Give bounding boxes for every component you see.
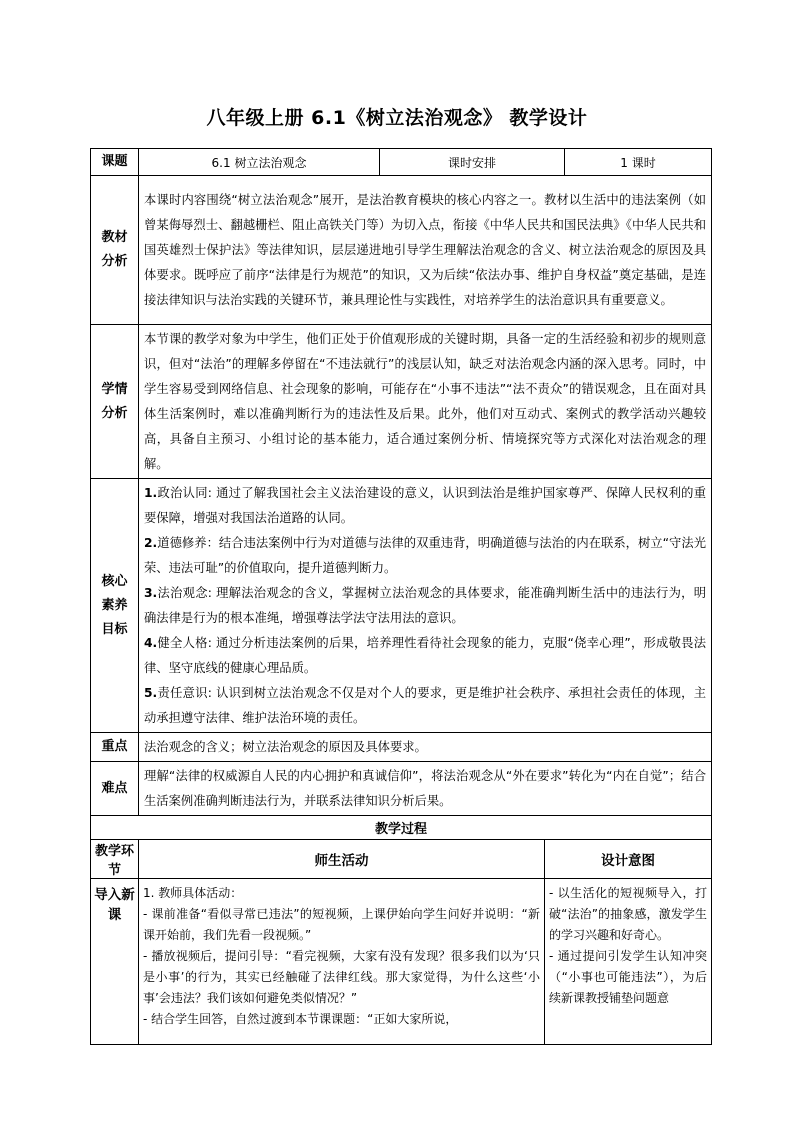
textbook-label-2: 分析	[101, 254, 128, 269]
goal-item: 1.政治认同: 通过了解我国社会主义法治建设的意义，认识到法治是维护国家尊严、保障人民权利的重要保障，增强对我国法治道路的认同。	[144, 486, 707, 525]
students-label-1: 学情	[101, 381, 128, 397]
info-row	[91, 149, 712, 176]
topic-label: 课题	[91, 149, 139, 176]
literacy-label-1: 核心	[101, 573, 128, 589]
stage-cell: 导入新课	[91, 879, 139, 1045]
activity-header: 师生活动	[139, 840, 545, 879]
key-point-row	[91, 733, 712, 762]
process-section-row	[91, 816, 712, 840]
intent-line: - 通过提问引发学生认知冲突（“小事也可能违法”），为后续新课教授铺垫问题意	[549, 949, 708, 1005]
textbook-row	[91, 176, 712, 325]
intent-cell	[545, 879, 712, 1045]
difficulty-row	[91, 762, 712, 816]
difficulty-label: 难点	[91, 762, 139, 816]
textbook-label-1: 教材	[101, 230, 128, 245]
page-title: 八年级上册 6.1《树立法治观念》 教学设计	[206, 107, 588, 129]
process-row-intro	[91, 879, 712, 1045]
activity-line: - 课前准备“看似寻常已违法”的短视频，上课伊始向学生问好并说明：“新课开始前，我们先看一段视频。”	[143, 907, 540, 942]
key-point-text: 法治观念的含义；树立法治观念的原因及具体要求。	[139, 733, 712, 762]
goal-item: 5.责任意识: 认识到树立法治观念不仅是对个人的要求，更是维护社会秩序、承担社会责任的体现，主动承担遵守法律、维护法治环境的责任。	[144, 686, 707, 725]
literacy-goals	[139, 479, 712, 733]
key-point-label: 重点	[91, 733, 139, 762]
stage-header: 教学环节	[91, 840, 139, 879]
goal-item: 4.健全人格: 通过分析违法案例的后果，培养理性看待社会现象的能力，克服“侥幸心理”，形成敬畏法律、坚守底线的健康心理品质。	[144, 636, 707, 675]
literacy-label-3: 目标	[101, 621, 128, 637]
literacy-label-2: 素养	[101, 597, 128, 613]
students-label-2: 分析	[101, 405, 128, 421]
schedule-value: 1 课时	[565, 149, 712, 176]
difficulty-text: 理解“法律的权威源自人民的内心拥护和真诚信仰”，将法治观念从“外在要求”转化为“内在自觉”；结合生活案例准确判断违法行为，并联系法律知识分析后果。	[139, 762, 712, 816]
textbook-text: 本课时内容围绕“树立法治观念”展开，是法治教育模块的核心内容之一。教材以生活中的违法案例（如曾某侮辱烈士、翻越栅栏、阻止高铁关门等）为切入点，衔接《中华人民共和国民法典》《中华人民共和国英雄烈士保护法》等法律知识，层层递进地引导学生理解法治观念的含义、树立法治观念的原因及具体要求。既呼应了前序“法律是行为规范”的知识，又为后续“依法办事、维护自身权益”奠定基础，是连接法律知识与法治实践的关键环节，兼具理论性与实践性，对培养学生的法治意识具有重要意义。	[139, 176, 712, 325]
students-row	[91, 325, 712, 479]
intent-line: - 以生活化的短视频导入，打破“法治”的抽象感，激发学生的学习兴趣和好奇心。	[549, 886, 708, 942]
activity-line: - 播放视频后，提问引导：“看完视频，大家有没有发现？很多我们以为‘只是小事’的行为，其实已经触碰了法律红线。那大家觉得，为什么这些‘小事’会违法？我们该如何避免类似情况？”	[143, 949, 540, 1005]
literacy-row	[91, 479, 712, 733]
lesson-plan-table	[90, 148, 712, 1045]
intent-header: 设计意图	[545, 840, 712, 879]
students-text: 本节课的教学对象为中学生，他们正处于价值观形成的关键时期，具备一定的生活经验和初步的规则意识，但对“法治”的理解多停留在“不违法就行”的浅层认知，缺乏对法治观念内涵的深入思考。同时，中学生容易受到网络信息、社会现象的影响，可能存在“小事不违法”“法不责众”的错误观念，且在面对具体生活案例时，难以准确判断行为的违法性及后果。此外，他们对互动式、案例式的教学活动兴趣较高，具备自主预习、小组讨论的基本能力，适合通过案例分析、情境探究等方式深化对法治观念的理解。	[139, 325, 712, 479]
process-section-title: 教学过程	[91, 816, 712, 840]
literacy-label	[91, 479, 139, 733]
goal-item: 3.法治观念: 理解法治观念的含义，掌握树立法治观念的具体要求，能准确判断生活中的违法行为，明确法律是行为的根本准绳，增强尊法学法守法用法的意识。	[144, 586, 707, 625]
activity-cell	[139, 879, 545, 1045]
students-label	[91, 325, 139, 479]
textbook-label	[91, 176, 139, 325]
schedule-label: 课时安排	[380, 149, 565, 176]
activity-line: - 结合学生回答，自然过渡到本节课课题：“正如大家所说，	[143, 1012, 458, 1026]
activity-line: 1. 教师具体活动：	[143, 886, 243, 900]
goal-item: 2.道德修养：结合违法案例中行为对道德与法律的双重违背，明确道德与法治的内在联系，树立“守法光荣、违法可耻”的价值取向，提升道德判断力。	[144, 536, 707, 575]
process-header-row	[91, 840, 712, 879]
topic-value: 6.1 树立法治观念	[139, 149, 380, 176]
